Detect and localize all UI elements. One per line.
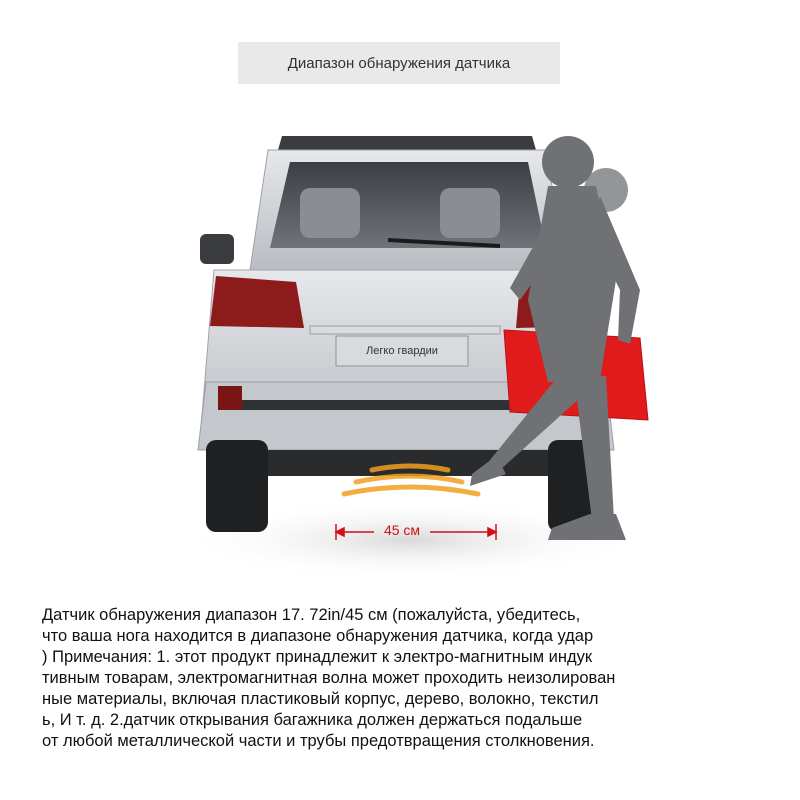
person-head-2: [584, 168, 628, 212]
description-line: от любой металлической части и трубы предотвращения столкновения.: [42, 732, 595, 750]
seat-right: [440, 188, 500, 238]
wheel-left: [206, 440, 268, 532]
description-line: что ваша нога находится в диапазоне обнаружения датчика, когда удар: [42, 627, 594, 645]
description-line: ные материалы, включая пластиковый корпус, дерево, волокно, текстил: [42, 690, 599, 708]
description: [42, 605, 762, 752]
sensor-wave-3: [344, 487, 478, 494]
sensor-wave-2: [356, 476, 462, 482]
reflector-left: [218, 386, 242, 410]
license-plate-text: Легко гвардии: [366, 345, 438, 357]
seat-left: [300, 188, 360, 238]
title-text: Диапазон обнаружения датчика: [287, 54, 511, 72]
description-line: ) Примечания: 1. этот продукт принадлежит к электро-магнитным индук: [42, 648, 593, 666]
description-line: Датчик обнаружения диапазон 17. 72in/45 см (пожалуйста, убедитесь,: [42, 606, 581, 624]
chrome-strip: [310, 326, 500, 334]
person-head: [542, 136, 594, 188]
roof-rack: [278, 136, 536, 150]
tail-light-left: [210, 276, 304, 328]
description-line: тивным товарам, электромагнитная волна может проходить неизолирован: [42, 669, 616, 687]
mirror-left: [200, 234, 234, 264]
description-line: ь, И т. д. 2.датчик открывания багажника должен держаться подальше: [42, 711, 583, 729]
range-label: 45 см: [383, 522, 421, 538]
